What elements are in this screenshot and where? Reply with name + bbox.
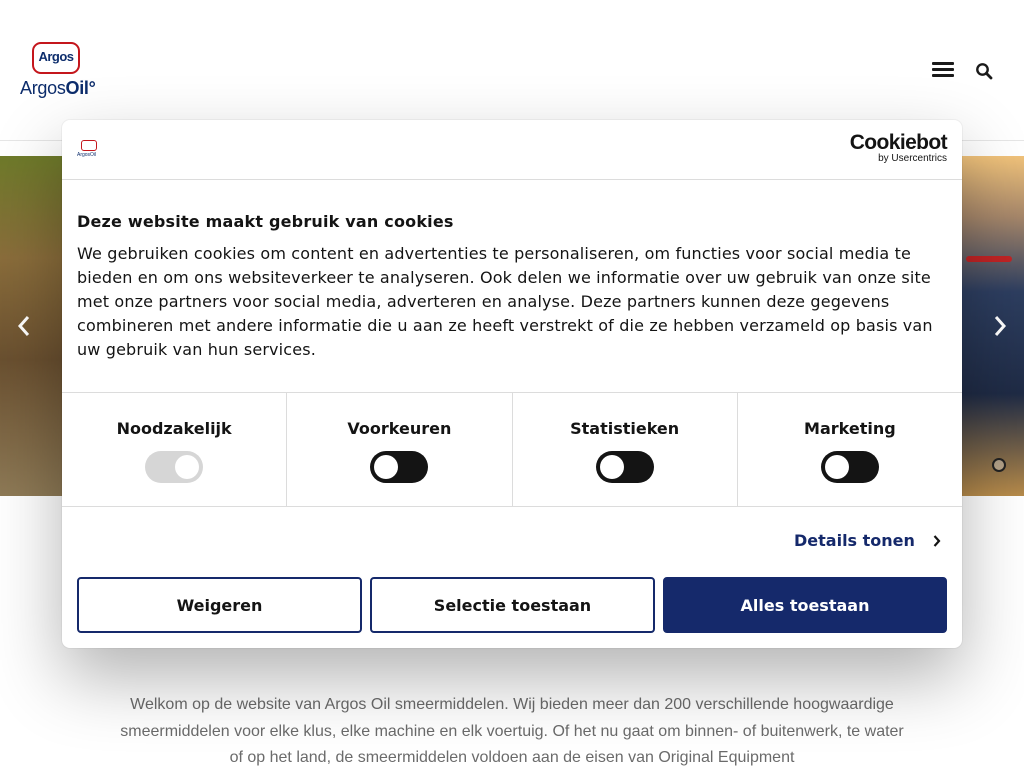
preferences-switch[interactable] [370, 451, 428, 483]
reject-button[interactable]: Weigeren [77, 577, 362, 633]
toggle-necessary [62, 393, 287, 506]
chevron-left-icon[interactable] [4, 156, 44, 496]
menu-icon[interactable] [932, 62, 954, 78]
logo-word-bold: Oil [65, 78, 89, 98]
toggle-label: Marketing [804, 419, 896, 438]
necessary-switch [145, 451, 203, 483]
cookie-consent-dialog [62, 120, 962, 648]
dialog-body: We gebruiken cookies om content en advertenties te personaliseren, om functies voor social media te bieden en om ons websiteverkeer te analyseren. Ook delen we informatie over uw gebruik van onze site met onze partners voor social media, adverteren en analyse. Deze partners kunnen deze gegevens combineren met andere informatie die u aan ze heeft verstrekt of die ze hebben verzameld op basis van uw gebruik van hun services. [77, 244, 933, 359]
statistics-switch[interactable] [596, 451, 654, 483]
toggle-label: Noodzakelijk [116, 419, 232, 438]
allow-all-button[interactable]: Alles toestaan [663, 577, 947, 633]
dialog-title: Deze website maakt gebruik van cookies [77, 212, 454, 231]
show-details-label: Details tonen [794, 531, 915, 550]
slider-dot[interactable] [992, 458, 1006, 472]
logo-badge-text: Argos [38, 49, 74, 64]
logo-mark: ° [88, 78, 96, 98]
toggle-preferences [287, 393, 512, 506]
chevron-right-icon[interactable] [980, 156, 1020, 496]
intro-text: Welkom op de website van Argos Oil smeermiddelen. Wij bieden meer dan 200 verschillende hoogwaardige smeermiddelen voor elke klus, elke machine en elk voertuig. Of het nu gaat om binnen- of buitenwerk, te water of op het land, de smeermiddelen voldoen aan de eisen van Original Equipment [120, 696, 904, 766]
logo-wordmark [20, 78, 96, 99]
argos-oil-logo[interactable] [20, 40, 102, 102]
chevron-right-icon [933, 534, 941, 548]
toggle-marketing [738, 393, 962, 506]
search-icon[interactable] [975, 62, 993, 80]
dialog-site-logo: ArgosOil [77, 140, 103, 160]
allow-selection-button[interactable]: Selectie toestaan [370, 577, 655, 633]
cookiebot-sub: by Usercentrics [878, 153, 947, 164]
marketing-switch[interactable] [821, 451, 879, 483]
cookiebot-brand: Cookiebot [849, 131, 947, 154]
cookiebot-logo[interactable] [850, 132, 947, 164]
consent-toggles [62, 392, 962, 507]
toggle-statistics [513, 393, 738, 506]
logo-badge [32, 42, 80, 74]
toggle-label: Voorkeuren [347, 419, 452, 438]
toggle-label: Statistieken [570, 419, 680, 438]
dialog-header [62, 120, 962, 180]
logo-word-light: Argos [20, 78, 66, 98]
show-details-link[interactable] [794, 531, 941, 550]
